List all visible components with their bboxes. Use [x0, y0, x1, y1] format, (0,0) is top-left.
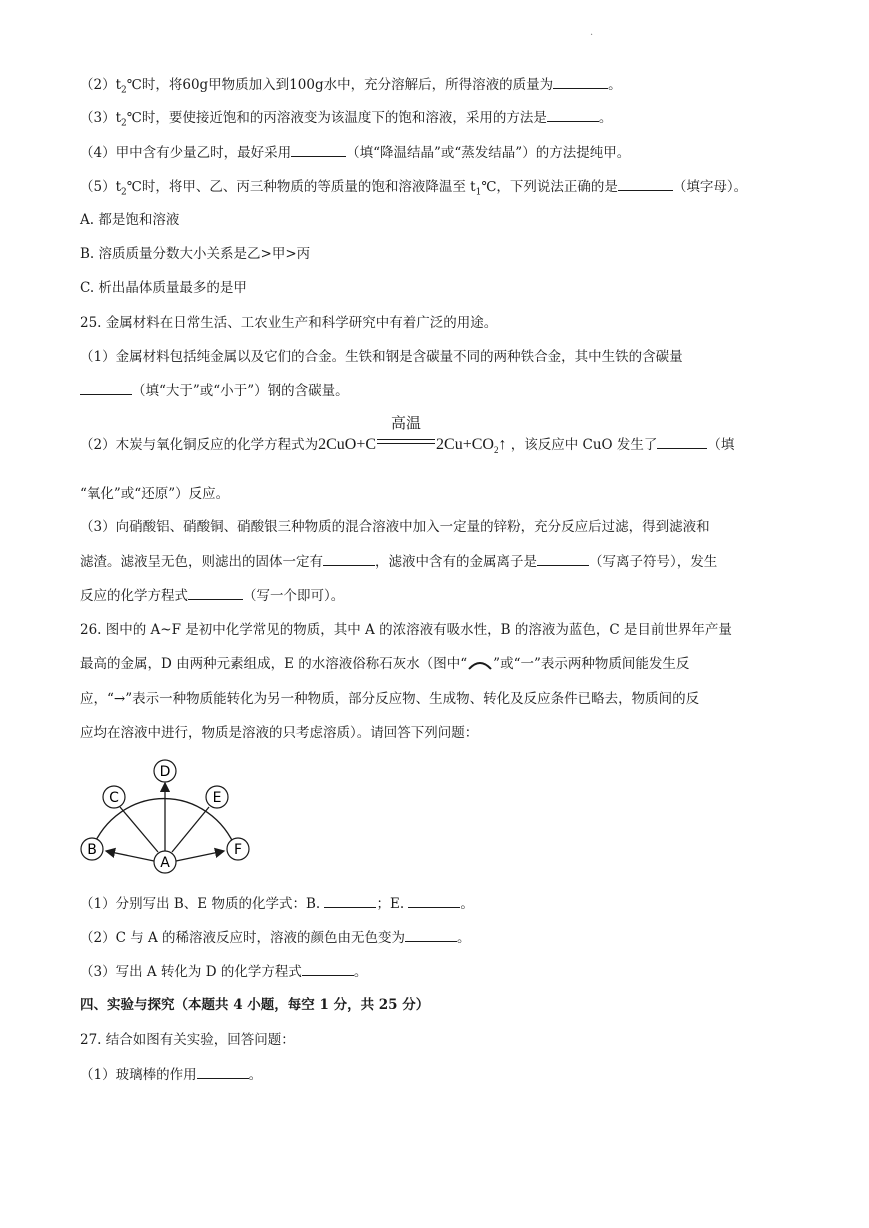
condition-label: 高温 [391, 416, 422, 432]
q24-part5-text: （5）t [80, 179, 122, 195]
q25-part3-text3: （写离子符号），发生 [589, 554, 718, 570]
q24-part3 [80, 107, 809, 134]
q25-part2-text3: （填 [707, 437, 735, 453]
q25-part2-line1 [80, 416, 809, 460]
option-a: A. 都是饱和溶液 [80, 212, 180, 228]
answer-blank[interactable] [302, 961, 354, 976]
q26-part3-text: （3）写出 A 转化为 D 的化学方程式 [80, 964, 302, 980]
arrow-a-f [176, 851, 224, 861]
q24-part5-text2: ℃时，将甲、乙、丙三种物质的等质量的饱和溶液降温至 t [126, 179, 476, 195]
answer-blank[interactable] [547, 107, 599, 122]
q24-part2 [80, 74, 809, 101]
q25-part1-line2 [80, 380, 809, 401]
q25-part3-text4: 反应的化学方程式 [80, 588, 188, 604]
q26-stem-line3: 应，“→”表示一种物质能转化为另一种物质，部分反应物、生成物、转化及反应条件已略去，物质间的反 [80, 691, 700, 707]
option-c: C. 析出晶体质量最多的是甲 [80, 280, 247, 296]
q25-part2-text: （2）木炭与氧化铜反应的化学方程式为 [80, 437, 319, 453]
svg-text:C: C [109, 790, 119, 806]
q27-part1-text: （1）玻璃棒的作用 [80, 1067, 197, 1083]
answer-blank[interactable] [537, 551, 589, 566]
q25-part3-text5: （写一个即可）。 [243, 588, 345, 604]
svg-text:F: F [233, 842, 243, 858]
node-b [81, 838, 103, 860]
answer-blank[interactable] [618, 176, 673, 191]
chemical-equation [318, 416, 507, 456]
q25-part3-text: 滤渣。滤液呈无色，则滤出的固体一定有 [80, 554, 323, 570]
node-d [154, 760, 176, 782]
answer-blank[interactable] [324, 893, 376, 908]
section-heading: 四、实验与探究（本题共 4 小题，每空 1 分，共 25 分） [80, 997, 430, 1013]
q25-part3-line2 [80, 551, 809, 572]
subscript: 2 [493, 445, 499, 456]
q26-part3 [80, 961, 809, 982]
q25-part3-line3 [80, 585, 809, 606]
arc-line-icon [467, 659, 493, 671]
node-f [227, 838, 249, 860]
option-b: B. 溶质质量分数大小关系是乙>甲>丙 [80, 246, 311, 262]
answer-blank[interactable] [197, 1064, 249, 1079]
reaction-condition [377, 416, 435, 452]
q25-stem: 25. 金属材料在日常生活、工农业生产和科学研究中有着广泛的用途。 [80, 315, 498, 331]
q25-part1-line1: （1）金属材料包括纯金属以及它们的合金。生铁和钢是含碳量不同的两种铁合金，其中生铁的含碳量 [80, 349, 683, 365]
line-a-e [172, 807, 209, 852]
answer-blank[interactable] [80, 380, 132, 395]
gas-arrow: ↑ [498, 436, 507, 453]
svg-text:D: D [159, 764, 171, 780]
q27-part1 [80, 1064, 809, 1085]
q26-part2-text: （2）C 与 A 的稀溶液反应时，溶液的颜色由无色变为 [80, 930, 406, 946]
answer-blank[interactable] [657, 434, 707, 449]
punct: 。 [457, 930, 471, 946]
q24-part4 [80, 142, 809, 163]
q26-stem-line1: 26. 图中的 A~F 是初中化学常见的物质，其中 A 的浓溶液有吸水性，B 的溶液为蓝色，C 是目前世界年产量 [80, 622, 732, 638]
punct: 。 [608, 77, 622, 93]
q24-part2-text: （2）t [80, 77, 122, 93]
punct: 。 [598, 110, 613, 126]
arrow-a-b [106, 851, 154, 861]
q24-part3-text: （3）t [80, 110, 122, 126]
q24-part5 [80, 176, 809, 203]
q25-part2-line2: “氧化”或“还原”）反应。 [80, 486, 230, 502]
q26-part2 [80, 927, 809, 948]
answer-blank[interactable] [405, 927, 457, 942]
q26-stem-text: 最高的金属，D 由两种元素组成，E 的水溶液俗称石灰水（图中“ [80, 656, 468, 672]
subscript: 2 [121, 85, 127, 96]
node-c [103, 786, 125, 808]
q24-part4-text: （4）甲中含有少量乙时，最好采用 [80, 145, 292, 161]
answer-blank[interactable] [291, 142, 346, 157]
q26-part1-text: （1）分别写出 B、E 物质的化学式：B. [80, 896, 321, 912]
punct: 。 [353, 964, 368, 980]
equals-sign [377, 439, 435, 444]
punct: 。 [460, 896, 474, 912]
q27-stem: 27. 结合如图有关实验，回答问题： [80, 1032, 295, 1048]
answer-blank[interactable] [408, 893, 460, 908]
answer-blank[interactable] [323, 551, 375, 566]
answer-blank[interactable] [188, 585, 243, 600]
q25-part1-text: （填“大于”或“小于”）钢的含碳量。 [132, 383, 349, 399]
q24-part2-text2: ℃时，将60g甲物质加入到100g水中，充分溶解后，所得溶液的质量为 [126, 77, 554, 93]
reaction-diagram [78, 755, 258, 883]
q26-part1 [80, 893, 809, 914]
node-a [154, 851, 176, 873]
punct: 。 [248, 1067, 263, 1083]
q25-part2-text2: ，该反应中 CuO 发生了 [510, 437, 658, 453]
q24-part3-text2: ℃时，要使接近饱和的丙溶液变为该温度下的饱和溶液，采用的方法是 [126, 110, 547, 126]
q24-part5-text3: ℃，下列说法正确的是 [481, 179, 618, 195]
q24-part5-end: （填字母）。 [672, 179, 748, 195]
header-dot: · [590, 30, 594, 41]
q26-stem-line4: 应均在溶液中进行，物质是溶液的只考虑溶质）。请回答下列问题： [80, 725, 479, 741]
q26-stem-line2 [80, 654, 809, 674]
q24-part4-text2: （填“降温结晶”或“蒸发结晶”）的方法提纯甲。 [346, 145, 631, 161]
svg-text:A: A [160, 855, 170, 871]
subscript: 2 [121, 187, 127, 198]
svg-text:B: B [87, 842, 97, 858]
subscript: 2 [121, 118, 127, 129]
q25-part3-line1: （3）向硝酸铝、硝酸铜、硝酸银三种物质的混合溶液中加入一定量的锌粉，充分反应后过滤，得到滤液和 [80, 519, 710, 535]
answer-blank[interactable] [553, 74, 608, 89]
svg-text:E: E [212, 790, 222, 806]
line-a-c [120, 807, 158, 852]
equation-reactants: 2CuO+C [318, 436, 377, 453]
q26-part1-text2: ；E. [376, 896, 405, 912]
subscript: 1 [475, 187, 482, 198]
q25-part3-text2: ，滤液中含有的金属离子是 [375, 554, 537, 570]
equation-products: 2Cu+CO [436, 436, 494, 453]
q26-stem-text2: ”或“一”表示两种物质间能发生反 [493, 656, 690, 672]
node-e [206, 786, 228, 808]
